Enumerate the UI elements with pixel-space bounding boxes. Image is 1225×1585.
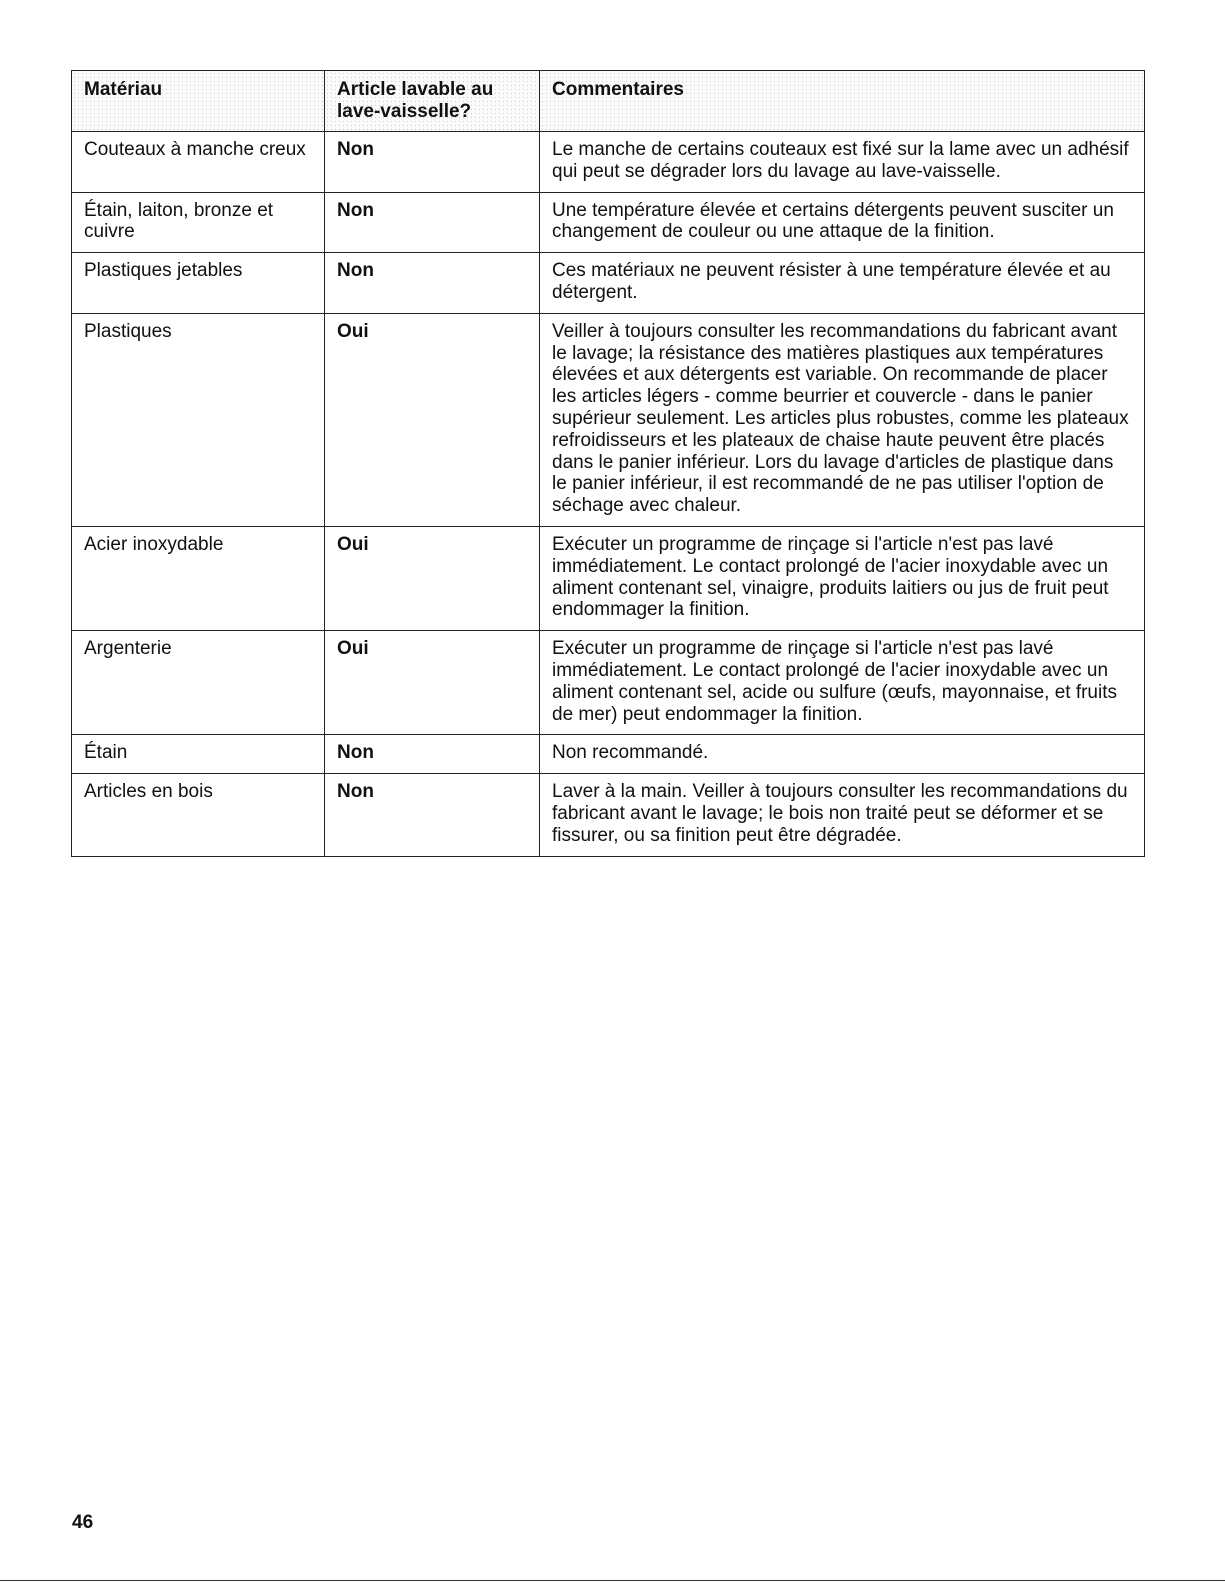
table-row	[72, 192, 1145, 253]
cell-washable: Non	[325, 735, 540, 774]
cell-comments: Non recommandé.	[540, 735, 1145, 774]
table-row	[72, 735, 1145, 774]
cell-comments: Exécuter un programme de rinçage si l'article n'est pas lavé immédiatement. Le contact prolongé de l'acier inoxydable avec un aliment contenant sel, vinaigre, produits laitiers ou jus de fruit peut endommager la finition.	[540, 526, 1145, 630]
cell-material: Plastiques	[72, 313, 325, 526]
page-bottom-rule	[0, 1580, 1225, 1581]
cell-material: Plastiques jetables	[72, 253, 325, 314]
table-row	[72, 526, 1145, 630]
cell-material: Étain	[72, 735, 325, 774]
cell-material: Couteaux à manche creux	[72, 132, 325, 193]
cell-washable: Non	[325, 192, 540, 253]
cell-material: Acier inoxydable	[72, 526, 325, 630]
table-row	[72, 132, 1145, 193]
header-comments: Commentaires	[540, 71, 1145, 132]
header-material: Matériau	[72, 71, 325, 132]
header-washable: Article lavable au lave-vaisselle?	[325, 71, 540, 132]
cell-material: Articles en bois	[72, 774, 325, 856]
cell-washable: Non	[325, 253, 540, 314]
cell-comments: Le manche de certains couteaux est fixé sur la lame avec un adhésif qui peut se dégrader lors du lavage au lave-vaisselle.	[540, 132, 1145, 193]
table-row	[72, 774, 1145, 856]
table-row	[72, 631, 1145, 735]
cell-material: Étain, laiton, bronze et cuivre	[72, 192, 325, 253]
cell-washable: Non	[325, 774, 540, 856]
page-number: 46	[72, 1512, 94, 1533]
cell-comments: Veiller à toujours consulter les recommandations du fabricant avant le lavage; la résistance des matières plastiques aux températures élevées et aux détergents est variable. On recommande de placer les articles légers - comme beurrier et couvercle - dans le panier supérieur seulement. Les articles plus robustes, comme les plateaux refroidisseurs et les plateaux de chaise haute peuvent être placés dans le panier inférieur. Lors du lavage d'articles de plastique dans le panier inférieur, il est recommandé de ne pas utiliser l'option de séchage avec chaleur.	[540, 313, 1145, 526]
cell-washable: Non	[325, 132, 540, 193]
dishwasher-materials-table	[71, 70, 1145, 857]
cell-washable: Oui	[325, 631, 540, 735]
table-row	[72, 313, 1145, 526]
table-body	[72, 132, 1145, 857]
cell-comments: Ces matériaux ne peuvent résister à une température élevée et au détergent.	[540, 253, 1145, 314]
cell-washable: Oui	[325, 313, 540, 526]
cell-material: Argenterie	[72, 631, 325, 735]
cell-comments: Exécuter un programme de rinçage si l'article n'est pas lavé immédiatement. Le contact prolongé de l'acier inoxydable avec un aliment contenant sel, acide ou sulfure (œufs, mayonnaise, et fruits de mer) peut endommager la finition.	[540, 631, 1145, 735]
cell-comments: Laver à la main. Veiller à toujours consulter les recommandations du fabricant avant le lavage; le bois non traité peut se déformer et se fissurer, ou sa finition peut être dégradée.	[540, 774, 1145, 856]
table-row	[72, 253, 1145, 314]
table-header-row	[72, 71, 1145, 132]
cell-washable: Oui	[325, 526, 540, 630]
cell-comments: Une température élevée et certains détergents peuvent susciter un changement de couleur ou une attaque de la finition.	[540, 192, 1145, 253]
